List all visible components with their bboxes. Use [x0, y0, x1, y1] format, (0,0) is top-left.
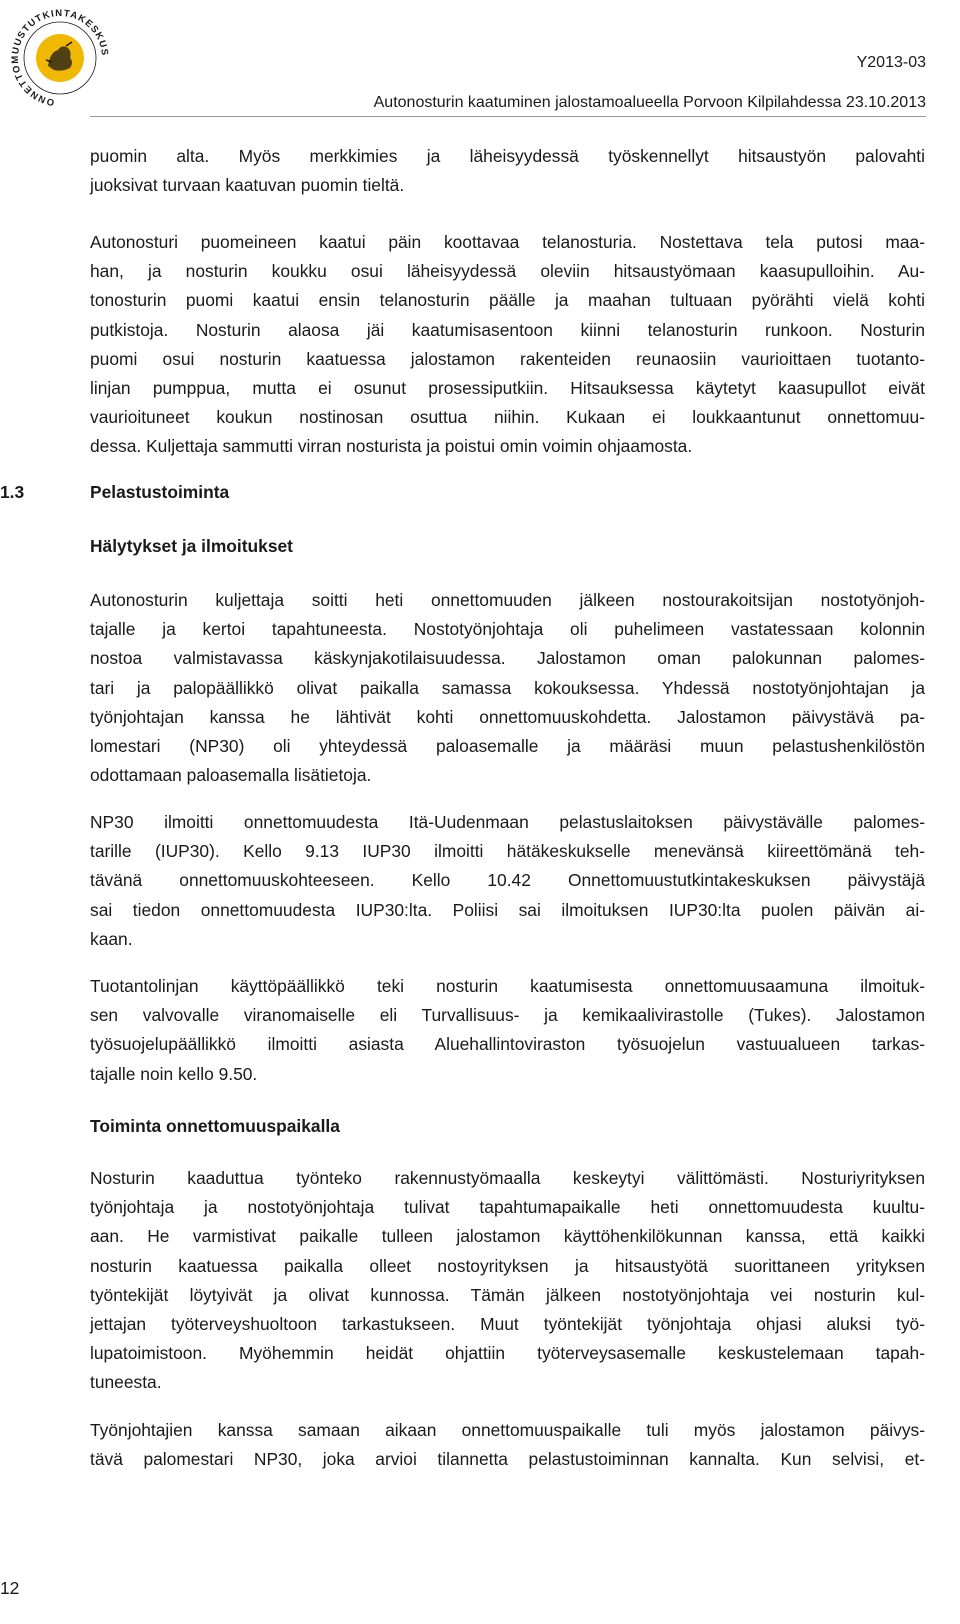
text-line: puomi osui nosturin kaatuessa jalostamon rakenteiden reunaosiin vaurioittaen tuotanto- [90, 348, 925, 369]
text-line: puomin alta. Myös merkkimies ja läheisyydessä työskennellyt hitsaustyön palovahti [90, 146, 925, 166]
text-line: työnjohtaja ja nostotyönjohtaja tulivat tapahtumapaikalle heti onnettomuudesta kuultu- [90, 1197, 925, 1218]
text-line: työnjohtajan kanssa he lähtivät kohti onnettomuuskohdetta. Jalostamon päivystävä pa- [90, 706, 925, 727]
text-line: lomestari (NP30) oli yhteydessä paloasemalle ja määräsi muun pelastushenkilöstön [90, 736, 925, 757]
text-line: tonosturin puomi kaatui ensin telanosturin päälle ja maahan tultuaan pyörähti vielä kohti [90, 290, 925, 311]
text-line: han, ja nosturin koukku osui läheisyydessä oleviin hitsaustyömaan kaasupulloihin. Au- [90, 261, 925, 282]
text-line: työntekijät löytyivät ja olivat kunnossa. Tämän jälkeen nostotyönjohtaja vei nosturin kul- [90, 1284, 925, 1305]
text-line: odottamaan paloasemalla lisätietoja. [90, 765, 372, 786]
document-title: Autonosturin kaatuminen jalostamoalueella Porvoon Kilpilahdessa 23.10.2013 [373, 94, 926, 111]
paragraph-2 [90, 228, 925, 462]
text-line: nosturin kaatuessa paikalla olleet nostoyrityksen ja hitsaustyötä suorittaneen yrityksen [90, 1255, 925, 1276]
paragraph-5 [90, 972, 925, 1089]
section-title: Pelastustoiminta [90, 482, 230, 502]
text-line: tävänä onnettomuuskohteeseen. Kello 10.42 Onnettomuustutkintakeskuksen päivystäjä [90, 870, 925, 891]
paragraph-3 [90, 586, 925, 790]
text-line: tari ja palopäällikkö olivat paikalla samassa kokouksessa. Yhdessä nostotyönjohtajan ja [90, 677, 925, 698]
text-line: aan. He varmistivat paikalle tulleen jalostamon käyttöhenkilökunnan kanssa, että kaikki [90, 1226, 925, 1247]
text-line: lupatoimistoon. Myöhemmin heidät ohjattiin työterveysasemalle keskustelemaan tapah- [90, 1343, 925, 1364]
text-line: linjan pumppua, mutta ei osunut prosessiputkiin. Hitsauksessa käytetyt kaasupullot eivät [90, 378, 925, 399]
logo-ring-text: ONNETTOMUUSTUTKINTAKESKUS [9, 7, 111, 108]
text-line: Autonosturin kuljettaja soitti heti onnettomuuden jälkeen nostourakoitsijan nostotyönjoh- [90, 590, 925, 610]
text-line: Tuotantolinjan käyttöpäällikkö teki nosturin kaatumisesta onnettomuusaamuna ilmoituk- [90, 976, 925, 996]
onnettomuustutkintakeskus-logo [0, 0, 120, 110]
paragraph-7 [90, 1416, 925, 1474]
document-code: Y2013-03 [856, 54, 926, 71]
page-number: 12 [0, 1578, 20, 1598]
header-divider [90, 116, 926, 117]
text-line: tuneesta. [90, 1372, 162, 1393]
paragraph-6 [90, 1164, 925, 1398]
subheading-on-site-actions: Toiminta onnettomuuspaikalla [90, 1116, 340, 1136]
text-line: sen valvovalle viranomaiselle eli Turvallisuus- ja kemikaalivirastolle (Tukes). Jalostamon [90, 1005, 925, 1026]
text-line: sai tiedon onnettomuudesta IUP30:lta. Poliisi sai ilmoituksen IUP30:lta puolen päivän ai- [90, 899, 925, 920]
text-line: tarille (IUP30). Kello 9.13 IUP30 ilmoitti hätäkeskukselle menevänsä kiireettömänä teh- [90, 841, 925, 862]
text-line: jettajan työterveyshuoltoon tarkastukseen. Muut työntekijät työnjohtaja ohjasi aluksi työ- [90, 1314, 925, 1335]
text-line: tävä palomestari NP30, joka arvioi tilannetta pelastustoiminnan kannalta. Kun selvisi, et- [90, 1449, 925, 1470]
text-line: juoksivat turvaan kaatuvan puomin tieltä. [90, 175, 405, 196]
text-line: Autonosturi puomeineen kaatui päin koottavaa telanosturia. Nostettava tela putosi maa- [90, 232, 925, 252]
text-line: dessa. Kuljettaja sammutti virran nosturista ja poistui omin voimin ohjaamosta. [90, 436, 693, 457]
paragraph-1 [90, 142, 925, 200]
subheading-alerts: Hälytykset ja ilmoitukset [90, 536, 293, 556]
text-line: nostoa valmistavassa käskynjakotilaisuudessa. Jalostamon oman palokunnan palomes- [90, 648, 925, 669]
text-line: vaurioituneet koukun nostinosan osuttua niihin. Kukaan ei loukkaantunut onnettomuu- [90, 407, 925, 428]
text-line: putkistoja. Nosturin alaosa jäi kaatumisasentoon kiinni telanosturin runkoon. Nosturin [90, 319, 925, 340]
section-number: 1.3 [0, 482, 25, 502]
text-line: työsuojelupäällikkö ilmoitti asiasta Aluehallintoviraston työsuojelun vastuualueen tarkas- [90, 1034, 925, 1055]
paragraph-4 [90, 808, 925, 954]
text-line: Työnjohtajien kanssa samaan aikaan onnettomuuspaikalle tuli myös jalostamon päivys- [90, 1420, 925, 1440]
text-line: NP30 ilmoitti onnettomuudesta Itä-Uudenmaan pelastuslaitoksen päivystävälle palomes- [90, 812, 925, 832]
text-line: kaan. [90, 928, 133, 949]
text-line: tajalle noin kello 9.50. [90, 1063, 258, 1084]
text-line: Nosturin kaaduttua työnteko rakennustyömaalla keskeytyi välittömästi. Nosturiyrityksen [90, 1168, 925, 1188]
text-line: tajalle ja kertoi tapahtuneesta. Nostotyönjohtaja oli puhelimeen vastatessaan kolonnin [90, 619, 925, 640]
